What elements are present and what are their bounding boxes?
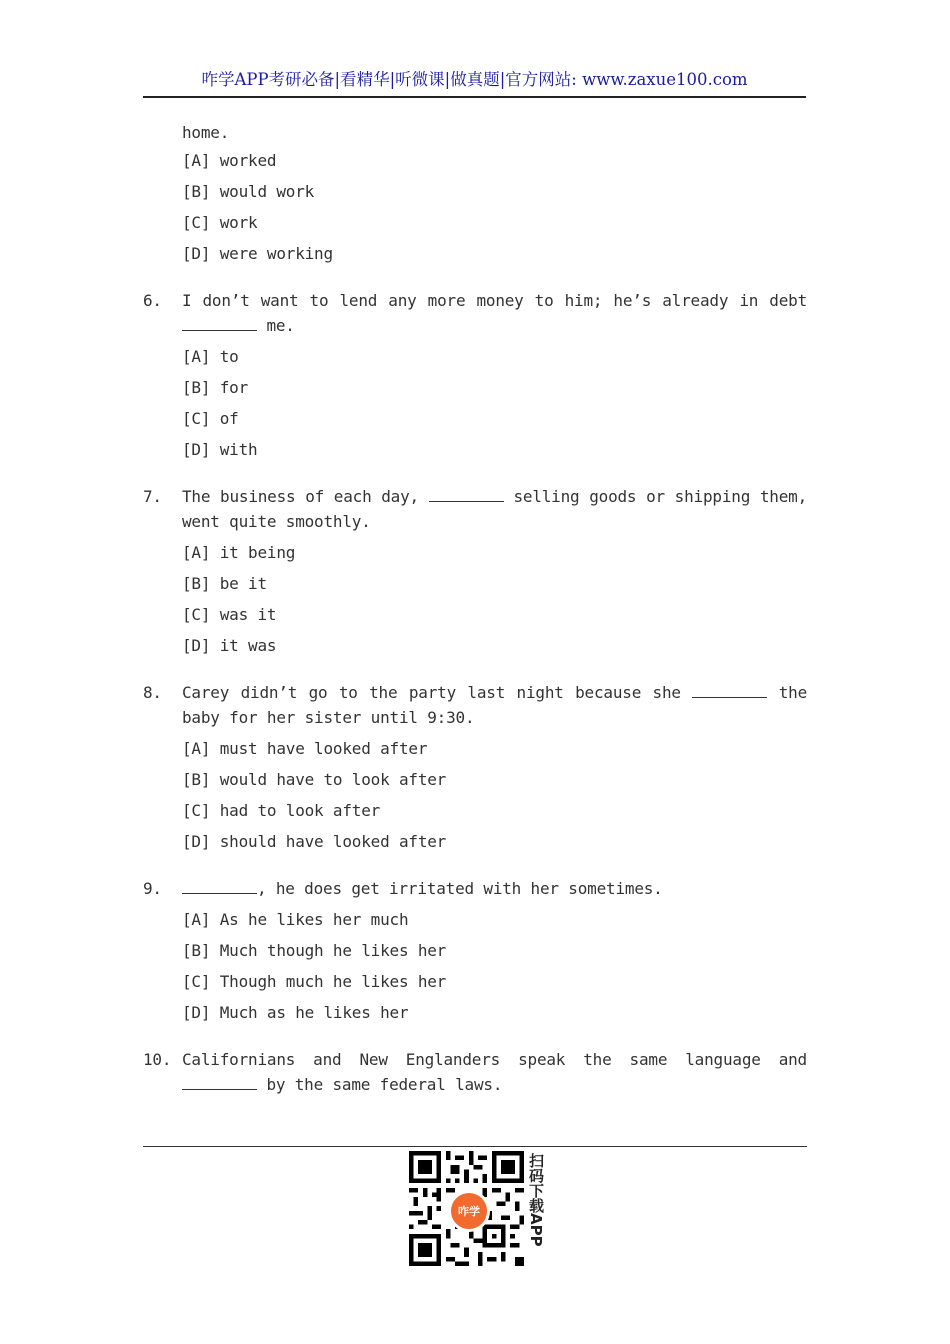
question-number: 7. (143, 487, 162, 506)
option-d: [D] it was (182, 636, 277, 655)
answer-blank (182, 879, 257, 894)
answer-blank (429, 487, 504, 502)
footer-divider (143, 1146, 807, 1147)
page-header (143, 66, 806, 98)
option-a: [A] must have looked after (182, 739, 428, 758)
stem-text: Carey didn’t go to the party last night because she (182, 683, 681, 702)
answer-blank (692, 683, 767, 698)
question-10 (143, 1047, 807, 1097)
option-d: [D] should have looked after (182, 832, 447, 851)
stem-text: the (778, 683, 808, 702)
option-b: [B] for (182, 378, 249, 397)
option-b: [B] would work (182, 182, 315, 201)
option-c: [C] had to look after (182, 801, 381, 820)
stem-text: by the same federal laws. (266, 1075, 503, 1094)
app-logo-icon: 咋学 (448, 1190, 490, 1232)
question-stem (182, 484, 807, 534)
question-8 (143, 680, 807, 857)
option-a: [A] As he likes her much (182, 910, 409, 929)
question-stem (182, 680, 807, 730)
option-b: [B] be it (182, 574, 267, 593)
question-list (143, 120, 807, 1097)
question-9 (143, 876, 807, 1028)
answer-blank (182, 316, 257, 331)
stem-line: Californians and New Englanders speak the same language and (182, 1050, 807, 1069)
answer-blank (182, 1075, 257, 1090)
header-text: 咋学APP考研必备|看精华|听微课|做真题|官方网站: www.zaxue100.com (201, 70, 748, 89)
option-b: [B] would have to look after (182, 770, 447, 789)
stem-text: , he does get irritated with her sometimes. (257, 879, 663, 898)
qr-caption: 扫码下载APP (527, 1153, 545, 1247)
option-d: [D] Much as he likes her (182, 1003, 409, 1022)
stem-line: baby for her sister until 9:30. (182, 708, 475, 727)
option-c: [C] was it (182, 605, 277, 624)
question-stem (182, 288, 807, 338)
option-a: [A] to (182, 347, 239, 366)
option-c: [C] work (182, 213, 258, 232)
option-a: [A] it being (182, 543, 296, 562)
option-c: [C] Though much he likes her (182, 972, 447, 991)
question-5-continuation (143, 120, 807, 269)
stem-line (182, 876, 807, 901)
stem-line (182, 1072, 807, 1097)
option-d: [D] were working (182, 244, 333, 263)
question-number: 8. (143, 683, 162, 702)
question-number: 9. (143, 879, 162, 898)
question-7 (143, 484, 807, 661)
stem-text: The business of each day, (182, 487, 419, 506)
option-a: [A] worked (182, 151, 277, 170)
option-c: [C] of (182, 409, 239, 428)
question-stem: home. (182, 123, 230, 142)
question-number: 10. (143, 1050, 172, 1069)
stem-line (182, 680, 807, 705)
stem-line (182, 313, 807, 338)
stem-line: I don’t want to lend any more money to him; he’s already in debt (182, 291, 807, 310)
question-stem (182, 1047, 807, 1097)
stem-text: me. (266, 316, 295, 335)
option-b: [B] Much though he likes her (182, 941, 447, 960)
stem-line (182, 484, 807, 509)
question-stem (182, 876, 807, 901)
stem-text: selling goods or shipping them, (513, 487, 808, 506)
question-number: 6. (143, 291, 162, 310)
option-d: [D] with (182, 440, 258, 459)
stem-line: went quite smoothly. (182, 512, 371, 531)
question-6 (143, 288, 807, 465)
